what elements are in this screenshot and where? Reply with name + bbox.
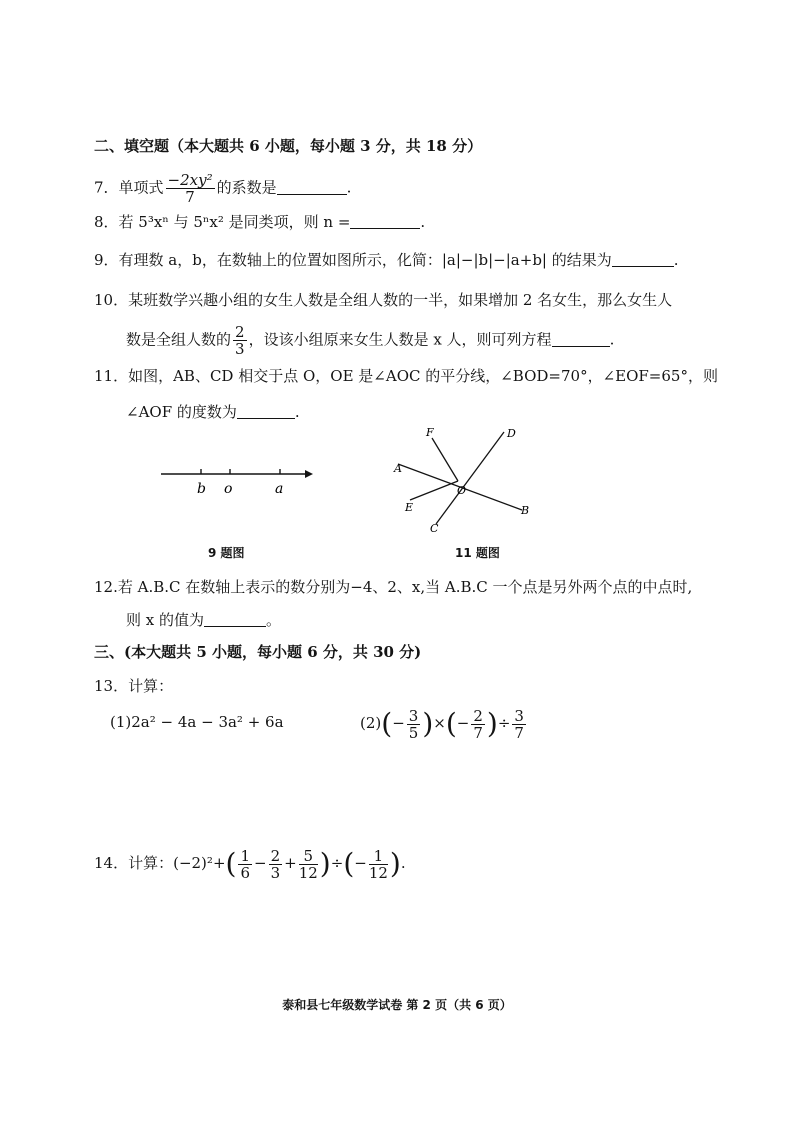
question-11-line-1: 11．如图，AB、CD 相交于点 O，OE 是∠AOC 的平分线，∠BOD=70°，∠EOF=65°，则 [94,367,718,385]
q10-answer-blank [552,332,610,347]
question-11-line-2: ∠AOF 的度数为 . [126,403,300,421]
q13-f2-den: 7 [473,723,483,742]
q10-frac-den: 3 [235,340,245,358]
q10-prefix: 数是全组人数的 [126,330,232,349]
label-b: b [197,481,206,497]
ray-OF [432,438,458,481]
q8-answer-blank [350,214,420,229]
label-D: D [507,427,516,440]
q7-denominator: 7 [185,188,195,206]
fig11-caption: 11 题图 [455,546,500,560]
q11-text: ∠AOF 的度数为 [126,403,237,421]
q14-prefix: 14．计算： [94,854,174,872]
q10-fraction [233,324,247,357]
q14-c-den: 12 [298,863,318,882]
label-F: F [426,426,434,439]
q7-prefix: 7．单项式 [94,178,164,197]
q14-base: (−2)² [173,854,213,872]
section-3-title: 三、(本大题共 5 小题，每小题 6 分，共 30 分) [94,643,422,661]
q13-f2-num: 2 [473,706,483,725]
question-13-part-2: (2)(− $\frac{3}{5}$ )×(− $\frac{2}{7}$ )÷ $\frac{3}{7}$ [360,706,524,742]
q13-f1-den: 5 [408,723,419,742]
q13-frac-2 [471,708,485,741]
label-o: o [224,481,233,497]
q11-answer-blank [237,404,295,419]
q14-frac-c [299,848,318,881]
label-O: O [457,484,467,497]
q14-frac-e [369,848,388,881]
question-13-title: 13．计算： [94,677,174,695]
question-13-part-1: (1)2a² − 4a − 3a² + 6a [110,713,284,731]
q14-frac-b [269,848,283,881]
question-8: 8．若 5³xⁿ 与 5ⁿx² 是同类项，则 n = . [94,213,426,231]
fig9-caption: 9 题图 [208,546,245,560]
q7-answer-blank [277,180,347,195]
q14-b-num: 2 [270,846,281,865]
label-E: E [405,501,414,514]
ray-OE [410,481,458,500]
label-A: A [394,462,402,475]
page-footer: 泰和县七年级数学试卷 第 2 页（共 6 页） [282,998,512,1012]
q13-frac-3 [512,708,526,741]
label-C: C [430,522,439,535]
q7-fraction [166,172,215,205]
q13-frac-1 [407,708,421,741]
question-10-line-1: 10．某班数学兴趣小组的女生人数是全组人数的一半，如果增加 2 名女生，那么女生人 [94,291,673,309]
section-2-title: 二、填空题（本大题共 6 小题，每小题 3 分，共 18 分） [94,137,483,155]
q10-frac-num: 2 [235,323,245,341]
label-B: B [521,504,530,517]
q13-part2-label: (2) [360,714,382,732]
label-a: a [275,481,284,497]
q9-text: 9．有理数 a，b，在数轴上的位置如图所示，化简：|a|−|b|−|a+b| 的结果为 [94,251,612,269]
number-line-arrow [305,470,313,478]
question-7: 7．单项式 $\frac{\text{−2xy²}}{7}$ 的系数是 . [94,171,352,206]
q14-b-den: 3 [270,863,281,882]
q14-a-den: 6 [240,863,250,882]
q14-c-num: 5 [299,848,318,865]
question-12-line-2: 则 x 的值为 。 [126,611,282,629]
q14-e-den: 12 [368,863,388,882]
line-CD [436,432,504,524]
q10-suffix: ，设该小组原来女生人数是 x 人，则可列方程 [248,330,552,349]
q12-answer-blank [204,612,266,627]
question-10-line-2: 数是全组人数的 $\frac{2}{3}$ ，设该小组原来女生人数是 x 人，则可列方程 . [126,323,615,358]
q7-suffix: 的系数是 [216,178,277,197]
fig9-number-line [155,455,325,505]
q9-answer-blank [612,252,674,267]
fig11-angle-diagram [380,420,550,540]
q13-f1-num: 3 [408,706,419,725]
q7-numerator: −2xy² [167,171,213,189]
q13-f3-num: 3 [514,706,524,725]
question-9: 9．有理数 a，b，在数轴上的位置如图所示，化简：|a|−|b|−|a+b| 的结果为 . [94,251,679,269]
question-14: 14．计算：(−2)²+( $\frac{1}{6}$ − $\frac{2}{3}$ + $\frac{5}{12}$ )÷(− $\frac{1}{12}$ ). [94,846,406,882]
q13-f3-den: 7 [514,723,524,742]
q14-a-num: 1 [240,846,250,865]
q14-frac-a [238,848,252,881]
q14-e-num: 1 [369,848,388,865]
question-12-line-1: 12.若 A.B.C 在数轴上表示的数分别为−4、2、x,当 A.B.C 一个点是另外两个点的中点时, [94,578,693,596]
q12-text: 则 x 的值为 [126,611,204,629]
q8-text: 8．若 5³xⁿ 与 5ⁿx² 是同类项，则 n = [94,213,351,231]
